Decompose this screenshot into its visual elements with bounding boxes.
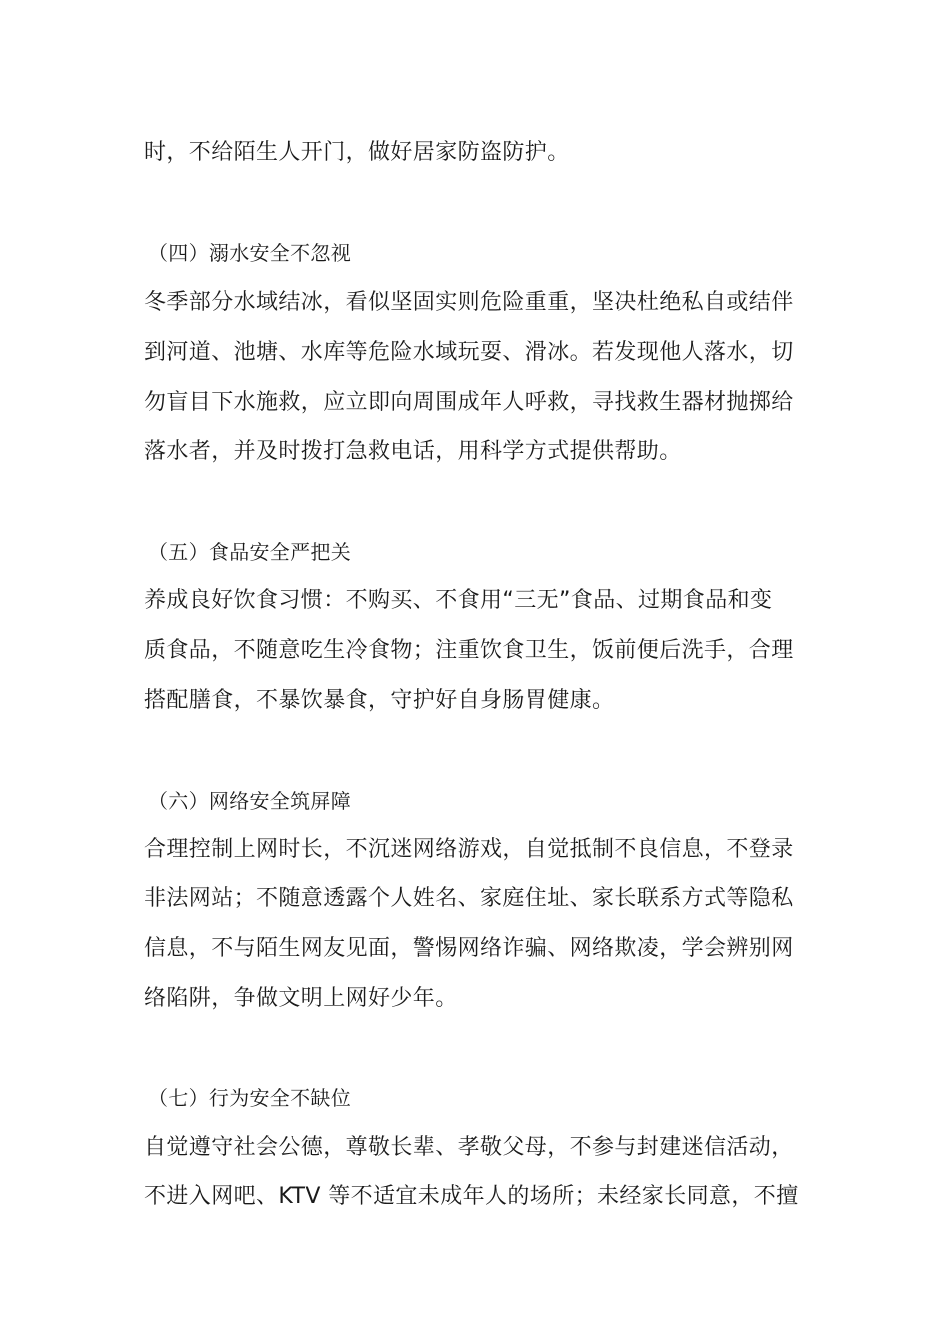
- section-heading: （六）网络安全筑屏障: [148, 789, 351, 813]
- paragraph-line: 信息，不与陌生网友见面，警惕网络诈骗、网络欺凌，学会辨别网: [144, 936, 794, 961]
- paragraph-line: 不进入网吧、KTV 等不适宜未成年人的场所；未经家长同意，不擅: [144, 1184, 799, 1209]
- paragraph-line: 合理控制上网时长，不沉迷网络游戏，自觉抵制不良信息，不登录: [144, 837, 794, 862]
- section-heading: （五）食品安全严把关: [148, 540, 351, 564]
- paragraph-line: 络陷阱，争做文明上网好少年。: [144, 986, 458, 1011]
- paragraph-line: 自觉遵守社会公德，尊敬长辈、孝敬父母，不参与封建迷信活动，: [144, 1135, 794, 1160]
- paragraph-line: 时，不给陌生人开门，做好居家防盗防护。: [144, 140, 570, 165]
- paragraph-line: 冬季部分水域结冰，看似坚固实则危险重重，坚决杜绝私自或结伴: [144, 290, 794, 315]
- paragraph-line: 非法网站；不随意透露个人姓名、家庭住址、家长联系方式等隐私: [144, 886, 794, 911]
- section-heading: （四）溺水安全不忽视: [148, 241, 351, 265]
- paragraph-line: 质食品，不随意吃生冷食物；注重饮食卫生，饭前便后洗手，合理: [144, 638, 794, 663]
- paragraph-line: 搭配膳食，不暴饮暴食，守护好自身肠胃健康。: [144, 688, 615, 713]
- paragraph-line: 勿盲目下水施救，应立即向周围成年人呼救，寻找救生器材抛掷给: [144, 390, 794, 415]
- paragraph-line: 养成良好饮食习惯：不购买、不食用“三无”食品、过期食品和变: [144, 588, 773, 613]
- section-heading: （七）行为安全不缺位: [148, 1086, 351, 1110]
- paragraph-line: 到河道、池塘、水库等危险水域玩耍、滑冰。若发现他人落水，切: [144, 340, 794, 365]
- paragraph-line: 落水者，并及时拨打急救电话，用科学方式提供帮助。: [144, 439, 682, 464]
